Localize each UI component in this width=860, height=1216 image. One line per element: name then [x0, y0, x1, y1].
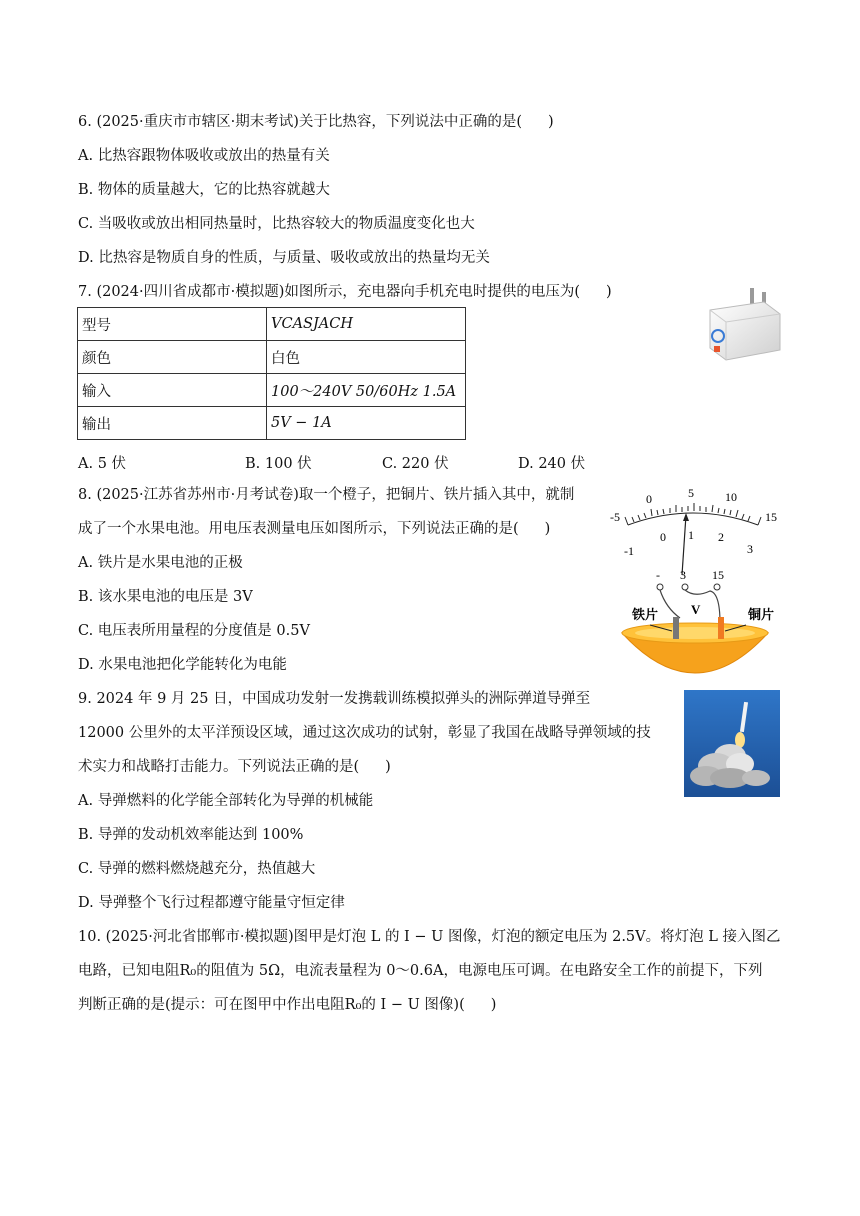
lower-scale-label: 2 — [718, 530, 724, 544]
q6-option-a[interactable]: A. 比热容跟物体吸收或放出的热量有关 — [78, 148, 330, 164]
table-row — [78, 374, 466, 407]
lower-scale-label: -1 — [624, 544, 634, 558]
q7-option-b[interactable]: B. 100 伏 — [245, 456, 312, 472]
q8-option-c[interactable]: C. 电压表所用量程的分度值是 0.5V — [78, 623, 310, 639]
q9-stem-line3: 术实力和战略打击能力。下列说法正确的是( ) — [78, 759, 391, 775]
iron-plate — [673, 617, 679, 639]
q8-option-b[interactable]: B. 该水果电池的电压是 3V — [78, 589, 253, 605]
copper-label: 铜片 — [748, 607, 775, 622]
q6-stem: 6. (2025·重庆市市辖区·期末考试)关于比热容，下列说法中正确的是( ) — [78, 114, 554, 130]
lower-scale-label: 3 — [747, 542, 753, 556]
q7-option-a[interactable]: A. 5 伏 — [78, 456, 127, 472]
q6-option-b[interactable]: B. 物体的质量越大，它的比热容就越大 — [78, 182, 330, 198]
spec-value: 5V − 1A — [267, 407, 466, 440]
q8-stem-line2: 成了一个水果电池。用电压表测量电压如图所示，下列说法正确的是( ) — [78, 521, 551, 537]
q9-option-b[interactable]: B. 导弹的发动机效率能达到 100% — [78, 827, 304, 843]
terminal-label: 3 — [680, 568, 686, 582]
spec-key: 颜色 — [78, 341, 267, 374]
spec-key: 输出 — [78, 407, 267, 440]
iron-label: 铁片 — [632, 607, 659, 622]
missile-launch-image — [684, 690, 780, 797]
terminal-label: - — [656, 568, 660, 582]
upper-scale-label: -5 — [610, 510, 620, 524]
q9-stem-line2: 12000 公里外的太平洋预设区域，通过这次成功的试射，彰显了我国在战略导弹领域的技 — [78, 725, 651, 741]
q9-stem-line1: 9. 2024 年 9 月 25 日，中国成功发射一发携载训练模拟弹头的洲际弹道导弹至 — [78, 691, 591, 707]
spec-value: VCASJACH — [267, 308, 466, 341]
q8-option-a[interactable]: A. 铁片是水果电池的正极 — [78, 555, 243, 571]
terminal-label: 15 — [712, 568, 724, 582]
upper-scale-label: 15 — [765, 510, 777, 524]
q10-stem-line2: 电路，已知电阻R₀的阻值为 5Ω，电流表量程为 0～0.6A，电源电压可调。在电路安全工作的前提下，下列 — [78, 963, 763, 979]
spec-key: 输入 — [78, 374, 267, 407]
voltmeter-fruit-battery-figure — [600, 483, 790, 693]
meter-needle — [682, 515, 686, 575]
charger-image — [700, 284, 784, 362]
copper-plate — [718, 617, 724, 639]
charger-spec-table — [77, 307, 466, 440]
q7-stem: 7. (2024·四川省成都市·模拟题)如图所示，充电器向手机充电时提供的电压为( ) — [78, 284, 612, 300]
q10-stem-line1: 10. (2025·河北省邯郸市·模拟题)图甲是灯泡 L 的 I − U 图像，灯泡的额定电压为 2.5V。将灯泡 L 接入图乙 — [78, 929, 781, 945]
table-row — [78, 308, 466, 341]
q6-option-c[interactable]: C. 当吸收或放出相同热量时，比热容较大的物质温度变化也大 — [78, 216, 475, 232]
lower-scale-label: 0 — [660, 530, 666, 544]
q8-option-d[interactable]: D. 水果电池把化学能转化为电能 — [78, 657, 287, 673]
meter-label: V — [691, 602, 701, 617]
q7-option-d[interactable]: D. 240 伏 — [518, 456, 586, 472]
table-row — [78, 341, 466, 374]
spec-value: 白色 — [267, 341, 466, 374]
q9-option-a[interactable]: A. 导弹燃料的化学能全部转化为导弹的机械能 — [78, 793, 374, 809]
q6-option-d[interactable]: D. 比热容是物质自身的性质，与质量、吸收或放出的热量均无关 — [78, 250, 490, 266]
q7-option-c[interactable]: C. 220 伏 — [382, 456, 449, 472]
table-row — [78, 407, 466, 440]
spec-key: 型号 — [78, 308, 267, 341]
q9-option-c[interactable]: C. 导弹的燃料燃烧越充分，热值越大 — [78, 861, 316, 877]
upper-scale-label: 5 — [688, 486, 694, 500]
q8-stem-line1: 8. (2025·江苏省苏州市·月考试卷)取一个橙子，把铜片、铁片插入其中，就制 — [78, 487, 575, 503]
lower-scale-label: 1 — [688, 528, 694, 542]
upper-scale-label: 10 — [725, 490, 737, 504]
upper-scale-label: 0 — [646, 492, 652, 506]
spec-value: 100～240V 50/60Hz 1.5A — [267, 374, 466, 407]
q10-stem-line3: 判断正确的是(提示：可在图甲中作出电阻R₀的 I − U 图像)( ) — [78, 997, 497, 1013]
q9-option-d[interactable]: D. 导弹整个飞行过程都遵守能量守恒定律 — [78, 895, 345, 911]
